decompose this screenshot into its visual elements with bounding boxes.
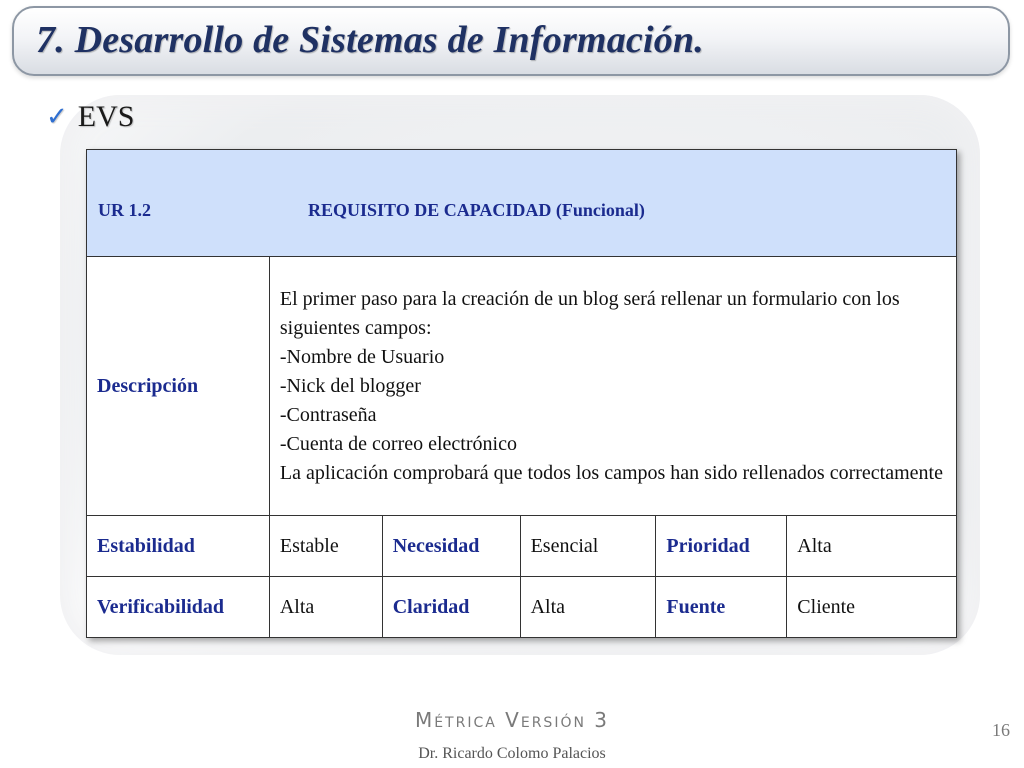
bullet-text: EVS xyxy=(77,100,135,133)
verificabilidad-label: Verificabilidad xyxy=(87,577,270,638)
estabilidad-label: Estabilidad xyxy=(87,516,270,577)
description-line: El primer paso para la creación de un blog será rellenar un formulario con los siguientes campos: xyxy=(279,287,900,339)
bullet-item xyxy=(46,100,134,134)
attributes-row-2 xyxy=(87,577,957,638)
description-label: Descripción xyxy=(87,257,270,516)
claridad-value: Alta xyxy=(520,577,656,638)
description-text xyxy=(269,257,956,516)
necesidad-label: Necesidad xyxy=(382,516,520,577)
attributes-row-1 xyxy=(87,516,957,577)
prioridad-label: Prioridad xyxy=(656,516,787,577)
footer-author: Dr. Ricardo Colomo Palacios xyxy=(418,745,606,762)
table-header-row xyxy=(87,150,957,257)
description-row xyxy=(87,257,957,516)
slide-title: 7. Desarrollo de Sistemas de Información. xyxy=(36,19,704,61)
page-number: 16 xyxy=(992,720,1010,740)
fuente-value: Cliente xyxy=(787,577,957,638)
description-line: -Nombre de Usuario xyxy=(279,345,445,368)
claridad-label: Claridad xyxy=(382,577,520,638)
prioridad-value: Alta xyxy=(787,516,957,577)
requirement-title: REQUISITO DE CAPACIDAD (Funcional) xyxy=(308,199,645,220)
table-header-cell xyxy=(87,150,957,257)
requirement-table xyxy=(86,149,957,638)
verificabilidad-value: Alta xyxy=(269,577,382,638)
description-line: -Cuenta de correo electrónico xyxy=(279,432,517,455)
requirement-id: UR 1.2 xyxy=(98,199,151,220)
description-line: La aplicación comprobará que todos los campos han sido rellenados correctamente xyxy=(279,461,943,484)
necesidad-value: Esencial xyxy=(520,516,656,577)
footer-course-title: Métrica Versión 3 xyxy=(414,708,610,732)
description-line: -Nick del blogger xyxy=(279,374,421,397)
fuente-label: Fuente xyxy=(656,577,787,638)
estabilidad-value: Estable xyxy=(269,516,382,577)
check-icon: ✓ xyxy=(46,102,68,132)
description-line: -Contraseña xyxy=(279,403,377,426)
